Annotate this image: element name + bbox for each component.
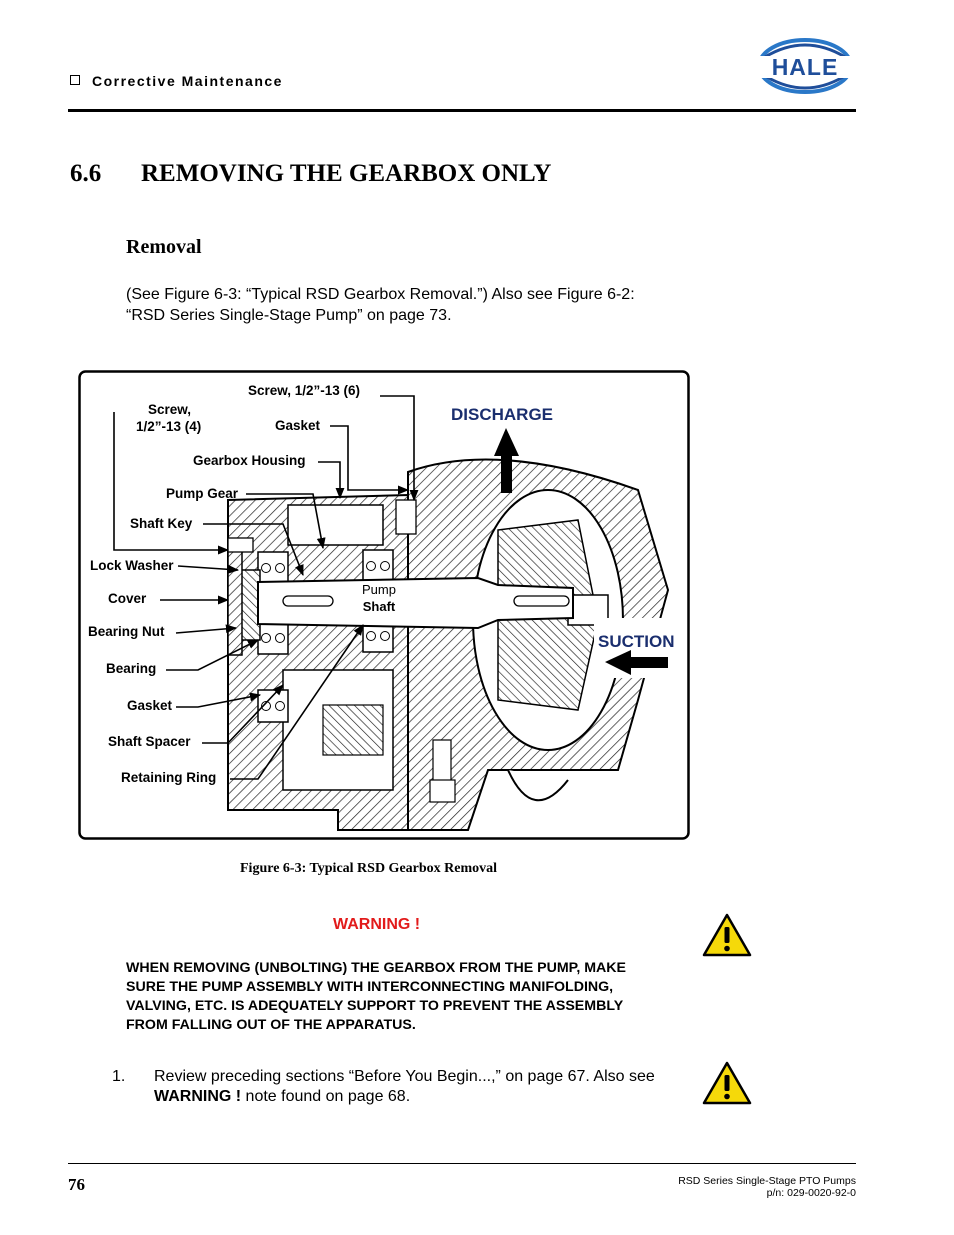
step-warning-ref: WARNING ! (154, 1088, 242, 1105)
warning-body (126, 959, 706, 1035)
subsection-heading: Removal (126, 236, 202, 258)
bearing-label: Bearing (106, 661, 157, 676)
figure-caption: Figure 6-3: Typical RSD Gearbox Removal (240, 861, 498, 876)
screw-left-label-2: 1/2”-13 (4) (136, 419, 202, 434)
bearing-nut-part (228, 545, 242, 655)
footer-rule (68, 1163, 856, 1164)
pump-shaft-label-2: Shaft (362, 599, 396, 614)
shaft-spacer-label: Shaft Spacer (108, 734, 191, 749)
warning-title: WARNING ! (333, 916, 421, 933)
step-line: Review preceding sections “Before You Begin...,” on page 67. Also see (154, 1068, 655, 1085)
screw-top-label: Screw, 1/2”-13 (6) (248, 383, 361, 398)
gasket-bottom-label: Gasket (127, 698, 173, 713)
section-title: REMOVING THE GEARBOX ONLY (141, 160, 552, 187)
running-header (70, 73, 283, 89)
bearing-nut-label: Bearing Nut (88, 624, 165, 639)
step-text (154, 1067, 704, 1107)
page-number: 76 (68, 1175, 85, 1194)
step-line-rest: note found on page 68. (241, 1088, 411, 1105)
step-line (154, 1087, 704, 1107)
lock-washer-label: Lock Washer (90, 558, 174, 573)
footer-doc-title: RSD Series Single-Stage PTO Pumps (678, 1175, 856, 1187)
gearbox-housing-label: Gearbox Housing (193, 453, 306, 468)
logo-text: HALE (771, 54, 839, 80)
cover-label: Cover (108, 591, 147, 606)
header-rule (68, 109, 856, 112)
section-number: 6.6 (70, 160, 102, 187)
checkbox-bullet-icon (70, 75, 80, 85)
intro-line: “RSD Series Single-Stage Pump” on page 73. (126, 307, 452, 324)
warning-triangle-icon (702, 913, 752, 958)
pump-gear-label: Pump Gear (166, 486, 239, 501)
pump-shaft-label-1: Pump (362, 582, 396, 597)
footer-part-number: p/n: 029-0020-92-0 (766, 1187, 856, 1199)
discharge-label: DISCHARGE (451, 405, 554, 424)
header-section-label: Corrective Maintenance (92, 73, 283, 89)
warning-triangle-icon (702, 1061, 752, 1106)
gearbox-removal-figure (78, 370, 690, 840)
screw-part (396, 500, 416, 534)
intro-paragraph (126, 284, 706, 326)
step-number: 1. (112, 1068, 126, 1085)
gasket-top-label: Gasket (275, 418, 321, 433)
warning-line: VALVING, ETC. IS ADEQUATELY SUPPORT TO PREVENT THE ASSEMBLY (126, 998, 624, 1014)
warning-line: FROM FALLING OUT OF THE APPARATUS. (126, 1017, 416, 1033)
screw-left-label-1: Screw, (148, 402, 192, 417)
warning-line: SURE THE PUMP ASSEMBLY WITH INTERCONNECTING MANIFOLDING, (126, 979, 614, 995)
retaining-ring-label: Retaining Ring (121, 770, 217, 785)
lock-washer-part (228, 538, 253, 552)
section-heading (70, 160, 552, 188)
intro-line: (See Figure 6-3: “Typical RSD Gearbox Removal.”) Also see Figure 6-2: (126, 286, 635, 303)
suction-label: SUCTION (598, 632, 675, 651)
warning-line: WHEN REMOVING (UNBOLTING) THE GEARBOX FROM THE PUMP, MAKE (126, 960, 626, 976)
hale-logo (755, 35, 855, 97)
shaft-key-label: Shaft Key (130, 516, 193, 531)
